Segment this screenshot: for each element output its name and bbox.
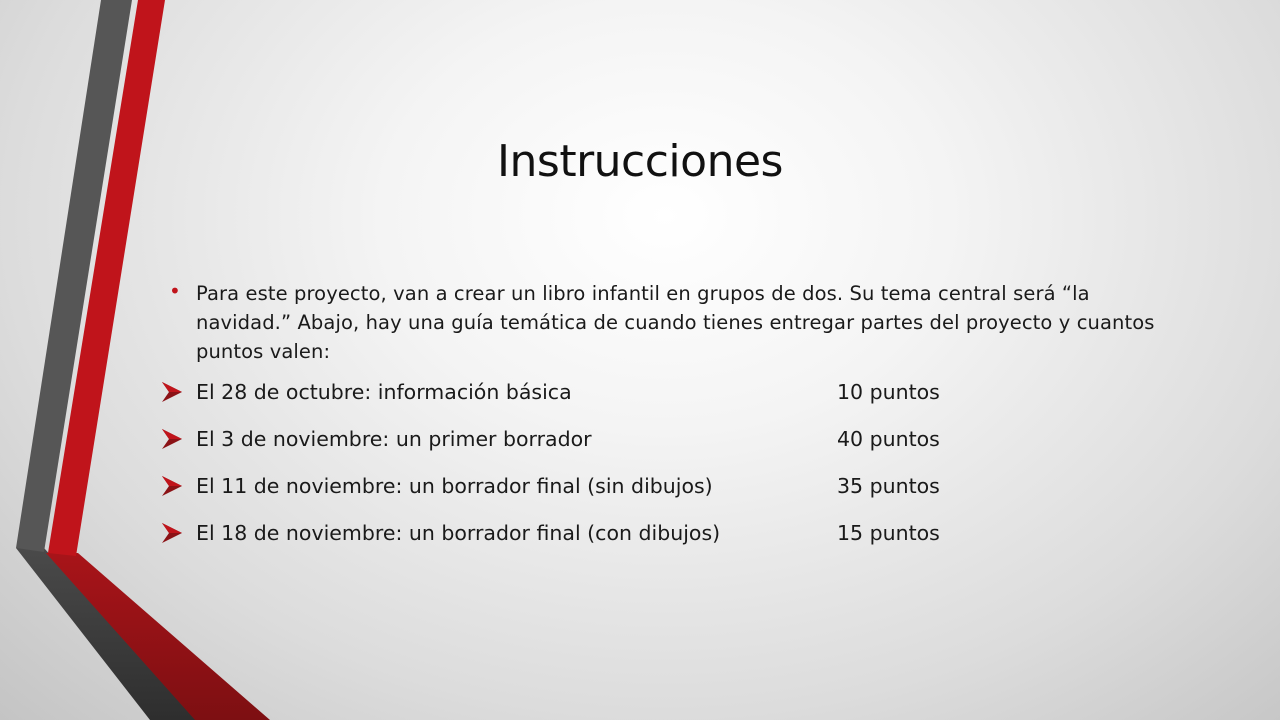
bullet-dot-icon: •	[169, 279, 181, 303]
arrow-bullet-icon	[160, 474, 190, 498]
arrow-bullet-icon	[160, 521, 190, 545]
deadline-text: El 18 de noviembre: un borrador final (con dibujos)	[196, 521, 721, 545]
deadline-item	[167, 472, 1187, 519]
deadline-item	[167, 519, 1187, 566]
slide-body	[167, 279, 1187, 566]
deadline-text: El 28 de octubre: información básica	[196, 380, 572, 404]
arrow-bullet-icon	[160, 427, 190, 451]
deadline-points: 15 puntos	[837, 521, 940, 545]
intro-paragraph	[167, 279, 1187, 366]
deadline-text: El 11 de noviembre: un borrador final (sin dibujos)	[196, 474, 713, 498]
deadline-points: 10 puntos	[837, 380, 940, 404]
deadline-item	[167, 378, 1187, 425]
slide-title: Instrucciones	[497, 136, 783, 187]
deadline-text: El 3 de noviembre: un primer borrador	[196, 427, 592, 451]
deadline-points: 35 puntos	[837, 474, 940, 498]
deadline-item	[167, 425, 1187, 472]
intro-text: Para este proyecto, van a crear un libro infantil en grupos de dos. Su tema central será “la navidad.” Abajo, hay una guía temática de cuando tienes entregar partes del proyecto y cuantos puntos valen:	[196, 282, 1155, 363]
arrow-bullet-icon	[160, 380, 190, 404]
deadline-points: 40 puntos	[837, 427, 940, 451]
deadline-list	[167, 378, 1187, 566]
